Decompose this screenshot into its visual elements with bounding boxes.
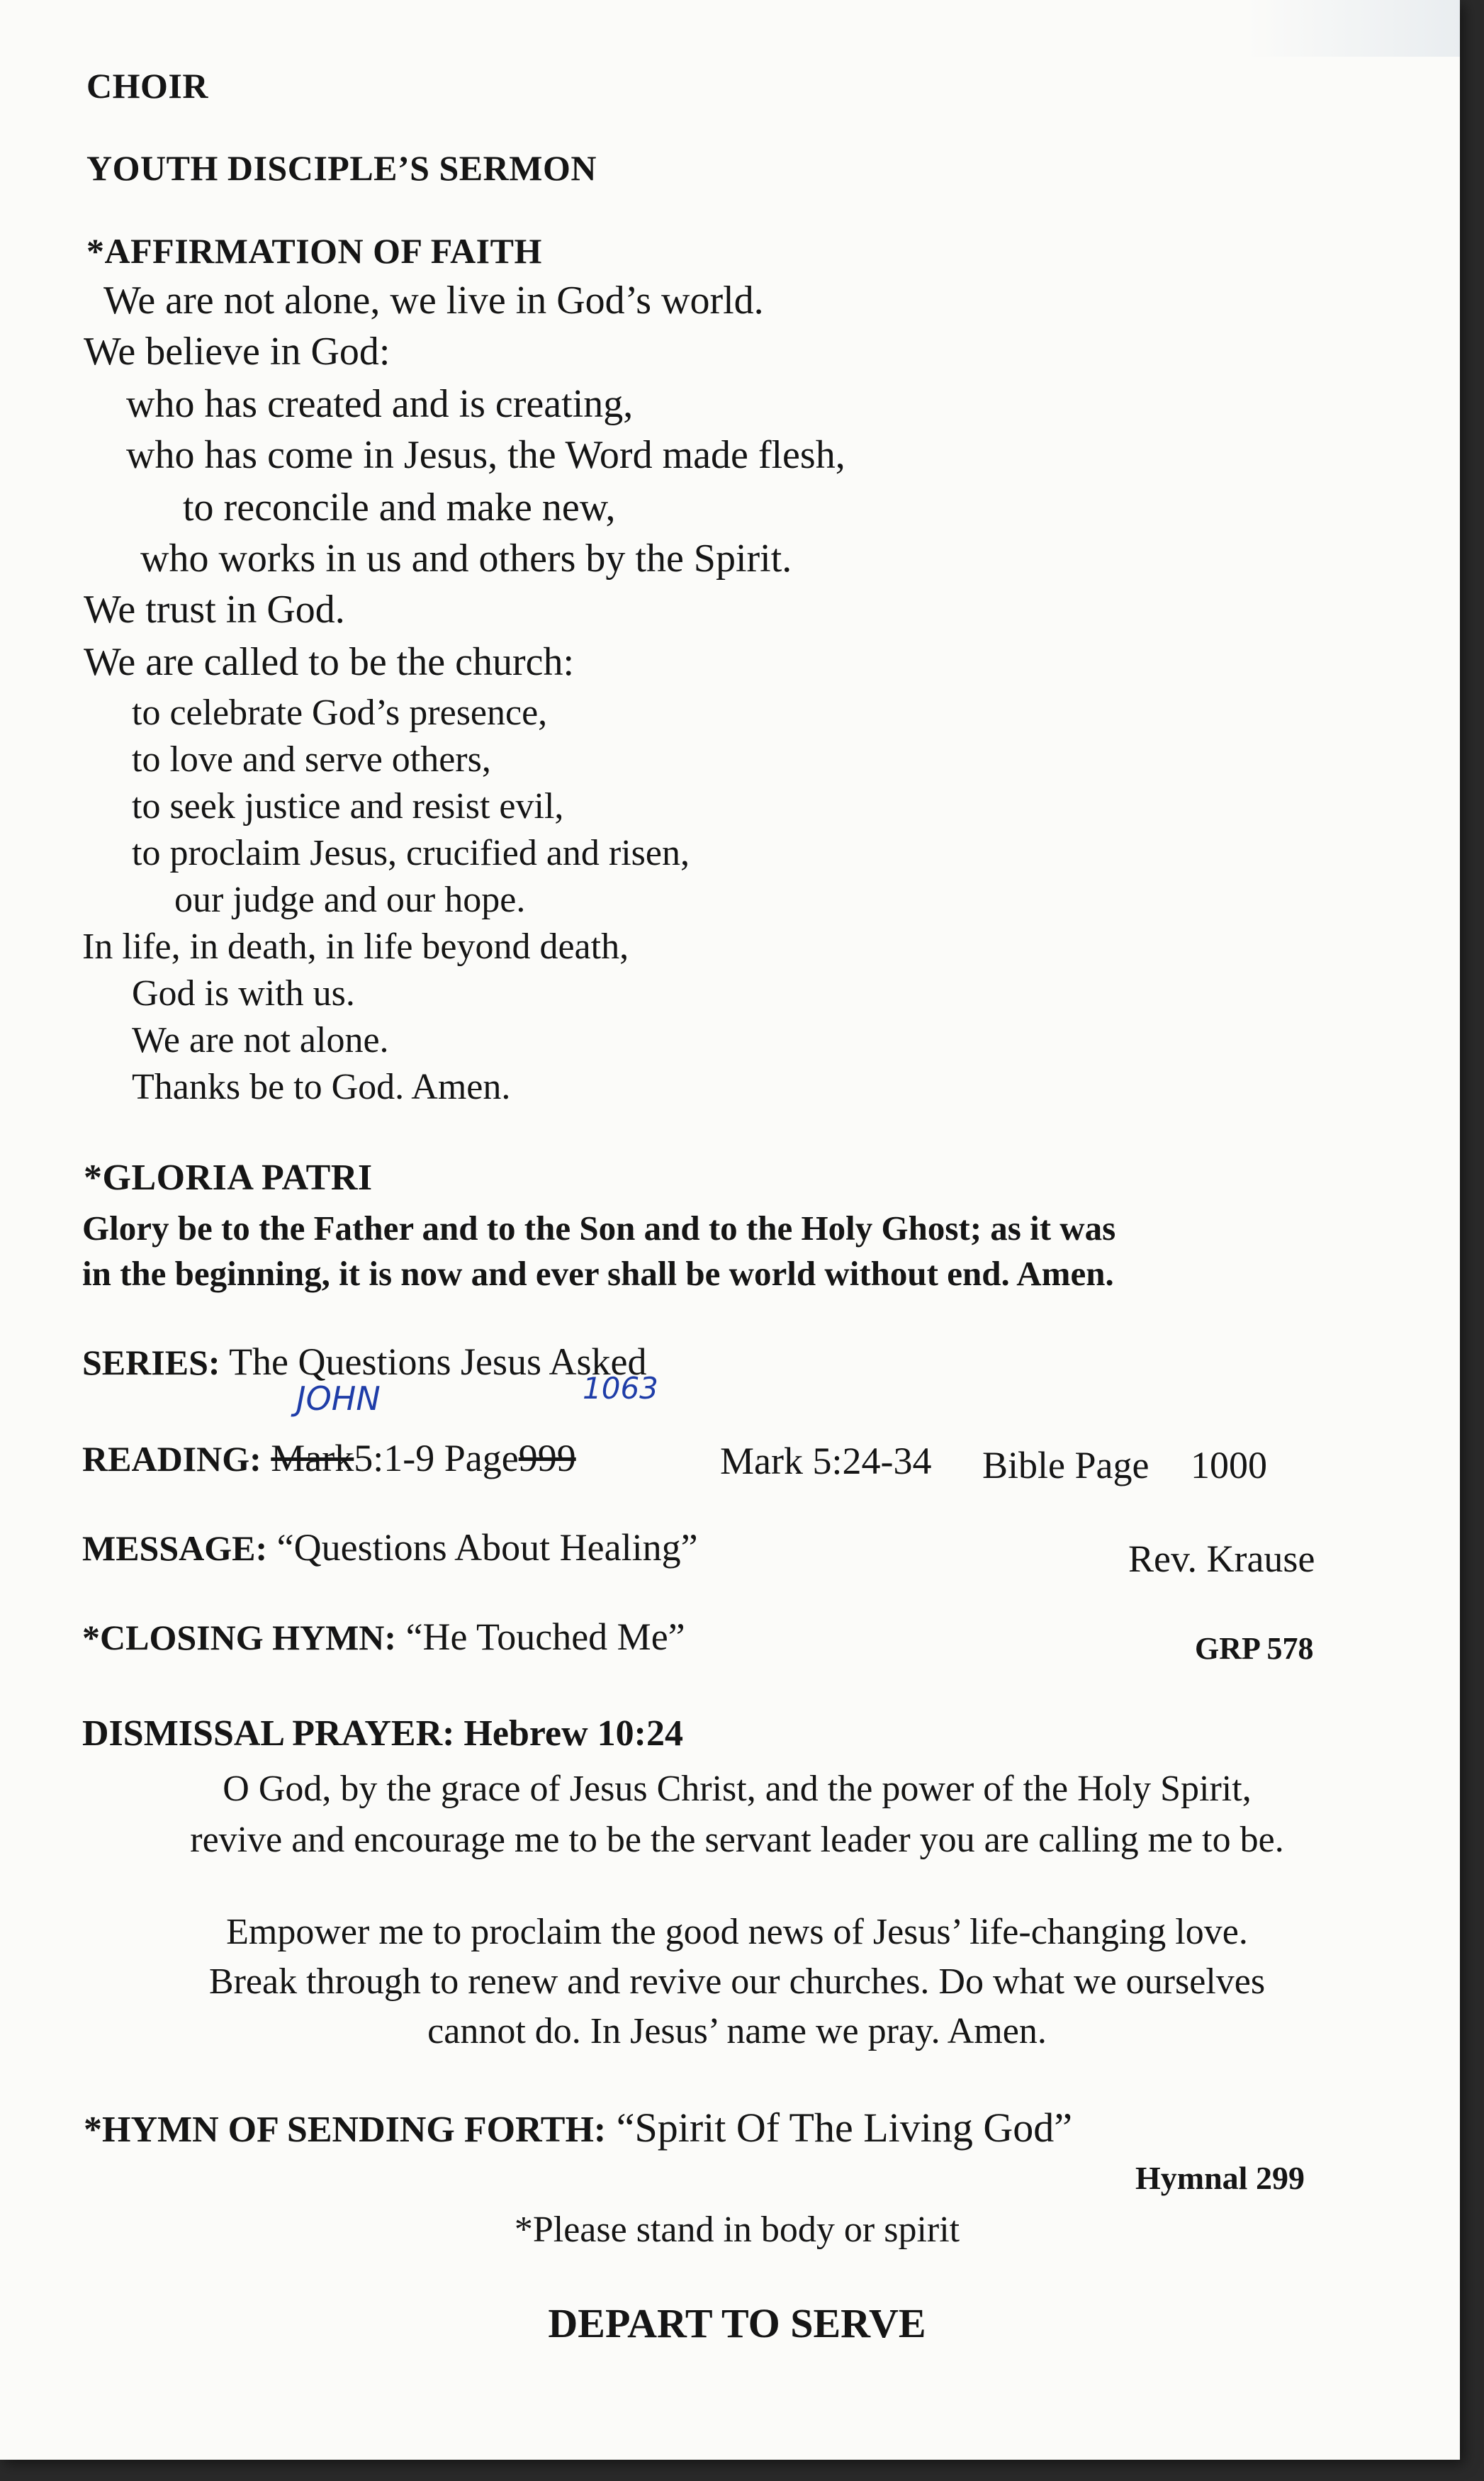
- dismissal-line: Empower me to proclaim the good news of Jesus’ life-changing love.: [226, 1912, 1248, 1952]
- series-line: [82, 1340, 647, 1384]
- reading-line: [82, 1436, 576, 1480]
- heading-gloria-patri: *GLORIA PATRI: [84, 1158, 373, 1198]
- heading-affirmation: *AFFIRMATION OF FAITH: [86, 231, 542, 271]
- reading-page-label: Bible Page: [982, 1444, 1149, 1486]
- series-value: The Questions Jesus Asked: [229, 1340, 647, 1383]
- affirmation-line: who has created and is creating,: [126, 382, 634, 426]
- handwritten-book: JOHN: [296, 1379, 381, 1418]
- affirmation-line: our judge and our hope.: [174, 880, 526, 920]
- dismissal-line: revive and encourage me to be the servant leader you are calling me to be.: [190, 1820, 1284, 1860]
- affirmation-line: In life, in death, in life beyond death,: [82, 926, 629, 967]
- series-label: SERIES:: [82, 1343, 220, 1382]
- affirmation-line: We are not alone, we live in God’s world.: [103, 279, 764, 323]
- reading-ref1: 5:1-9 Page: [354, 1437, 519, 1479]
- sending-hymn-title: “Spirit Of The Living God”: [616, 2105, 1073, 2151]
- affirmation-line: who works in us and others by the Spirit.: [140, 537, 792, 581]
- handwritten-page: 1063: [583, 1371, 658, 1406]
- affirmation-line: We trust in God.: [84, 588, 345, 632]
- heading-choir: CHOIR: [86, 66, 208, 106]
- message-speaker: Rev. Krause: [1128, 1538, 1315, 1580]
- affirmation-line: who has come in Jesus, the Word made flesh,: [126, 433, 845, 477]
- stand-note: *Please stand in body or spirit: [514, 2210, 960, 2250]
- affirmation-line: God is with us.: [132, 973, 355, 1014]
- affirmation-line: to proclaim Jesus, crucified and risen,: [132, 833, 690, 873]
- gloria-line: in the beginning, it is now and ever shall be world without end. Amen.: [82, 1254, 1114, 1293]
- closing-heading: DEPART TO SERVE: [548, 2300, 926, 2346]
- dismissal-line: O God, by the grace of Jesus Christ, and the power of the Holy Spirit,: [223, 1769, 1252, 1809]
- reading-ref2: Mark 5:24-34: [720, 1440, 932, 1482]
- message-title: “Questions About Healing”: [276, 1526, 698, 1569]
- closing-hymn-line: [82, 1615, 685, 1659]
- struck-page: 999: [518, 1437, 576, 1479]
- dismissal-line: Break through to renew and revive our churches. Do what we ourselves: [208, 1961, 1266, 2002]
- affirmation-line: to celebrate God’s presence,: [132, 693, 548, 733]
- affirmation-line: to love and serve others,: [132, 739, 491, 780]
- dismissal-heading: DISMISSAL PRAYER: Hebrew 10:24: [82, 1713, 683, 1754]
- sending-hymn-label: *HYMN OF SENDING FORTH:: [84, 2110, 607, 2150]
- affirmation-line: We are not alone.: [132, 1020, 389, 1060]
- reading-label: READING:: [82, 1439, 262, 1479]
- sending-hymn-line: [84, 2104, 1072, 2151]
- reading-page-number: 1000: [1191, 1444, 1267, 1486]
- heading-youth-sermon: YOUTH DISCIPLE’S SERMON: [86, 148, 597, 188]
- struck-book: Mark: [271, 1437, 354, 1479]
- affirmation-line: We believe in God:: [84, 330, 390, 374]
- message-label: MESSAGE:: [82, 1528, 268, 1568]
- closing-hymn-label: *CLOSING HYMN:: [82, 1618, 397, 1657]
- sending-hymn-number: Hymnal 299: [1135, 2160, 1305, 2196]
- message-line: [82, 1525, 698, 1569]
- dismissal-line: cannot do. In Jesus’ name we pray. Amen.: [427, 2011, 1047, 2051]
- closing-hymn-title: “He Touched Me”: [405, 1615, 685, 1658]
- affirmation-line: to reconcile and make new,: [183, 486, 616, 530]
- affirmation-line: to seek justice and resist evil,: [132, 786, 564, 827]
- closing-hymn-number: GRP 578: [1195, 1631, 1314, 1666]
- gloria-line: Glory be to the Father and to the Son and to the Holy Ghost; as it was: [82, 1209, 1116, 1248]
- affirmation-line: We are called to be the church:: [84, 640, 575, 684]
- affirmation-line: Thanks be to God. Amen.: [132, 1067, 511, 1107]
